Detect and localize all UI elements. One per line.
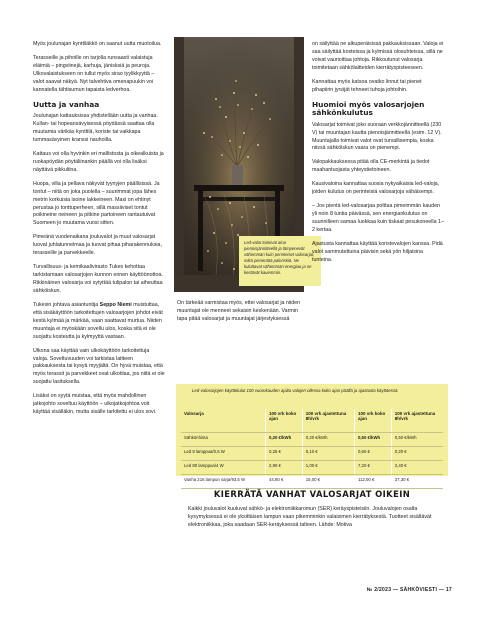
paragraph: Ajastusta kannattaa käyttää koristevalojen kanssa. Pidä valot sammutettuina päivisin sekä yön hiljaisina tunteina. [312, 240, 443, 263]
paragraph: Valosarjat toimivat joko suoraan verkkojännitteellä (230 V) tai muuntajan kautta pienoisjännitteellä (esim. 12 V). Muuntajalla toimivat valot ovat turvallisempia, koska niissä sähköiskun vaara on pienempi. [312, 121, 442, 152]
table-cell: 0,10 € [302, 447, 354, 461]
paragraph: Kausivaloina kannattaa suosia nykyaikaisia led-valoja, joiden kulutus on perinteisiä valosarjoja vähäisempi. [312, 181, 440, 196]
table-cell: 0,50 €/kWh [391, 433, 443, 447]
section-heading: Uutta ja vanhaa [33, 99, 100, 109]
page-footer: № 2/2023 — SÄHKÖVIESTI — 17 [366, 587, 452, 593]
paragraph-text: muistuttaa, että sisäkäyttöön tarkoitettujen valosarjojen johdot eivät kestä kylmää ja märkää, vaan saattavat murtua. Niiden muuntaja ei myöskään sovellu ulos, koska sitä ei ole suojattu kosteutta ja kylmyyttä vastaan. [33, 301, 163, 340]
table-header-cell: 100 vrk koko ajan [354, 409, 391, 433]
table-cell: 0,20 €/kWh [302, 433, 354, 447]
paragraph: Pimeänä vuodenaikana jouluvalot ja muut valosarjat luovat juhlatunnelmaa ja tuovat pihaa piharakennuksia, terasseille ja parvekkeelle. [33, 234, 162, 257]
paragraph: on säilyttää ne alkuperäisissä pakkauksissaan. Valoja ei saa säilyttää kosteissa ja kylmissä olosuhteissa, sillä ne voivat vaurioittaa johtoja. Rikkoutunut valosarja toimitetaan sähkölaitteiden kierrätyspisteeseen. [312, 41, 444, 71]
table-cell: 0,20 €/kWh [266, 433, 303, 447]
table-cell: 0,20 € [391, 447, 443, 461]
table-cell: 44,80 € [266, 475, 303, 489]
table-row [181, 433, 443, 447]
table-header-row [181, 409, 443, 433]
table-cell: 0,60 € [354, 447, 391, 461]
paragraph: Huopa, villa ja pellava näkyvät tyynyjen päällisissä. Ja tontut – niitä on joka puolella – suurimmat jopa lähes metrin korkuisia isoine lakkeineen. Maxi on ehtinyt perustaa jo tonttuperheen, sillä massiiviset tontut poikineine neineen ja pitkine partoineen rantautuivat Suomeen jo muutama vuosi sitten. [33, 180, 160, 227]
paragraph: Turvallisuus- ja kemikaalivirasto Tukes kehottaa tarkistamaan valosarjojen kunnon ennen käyttöönottoa. Rikkinäinen valosarja voi sytyttää tulipalon tai aiheuttaa sähköiskun. [33, 264, 163, 294]
table-row [181, 461, 443, 475]
paragraph: Kattaus voi olla hyvinkin eri mallistosta ja oikealkuista ja ruokapöydän pöytäliinankin päällä voi olla lisäksi näyttävä pikkuliina. [33, 150, 164, 173]
paragraph: Ulkona saa käyttää vain ulkokäyttöön tarkoitettuja valoja. Soveltuvuuden voi tarkistaa laitteen pakkauksesta tai kysyä myyjältä. On hyvä muistaa, että myös terassit ja parvekkeet ovat ulkotilaa, jos niitä ei ole suojattu lasituksella. [33, 347, 165, 386]
paragraph: Kannattaa myös katsoa ovatko linnut tai pienet pihapiirin jyrsijät tehneet tuhoja johtoihin. [312, 78, 422, 93]
middle-paragraph: On tärkeää varmistaa myös, ettei valosarjat ja niiden muuntajat ole menneet sekaisin keskenään. Varmin tapa pitää valosarjat ja muuntajat järjestyksessä [177, 300, 301, 322]
table-cell: Sähkönhinta [181, 433, 266, 447]
paragraph: Terasseille ja pihoille on tarjolla runsaasti valaistuja eläimiä – pingviinejä, karhuja, jänisksiä ja peuroja. Ulkovalaistukseen on tullut myös sirao tyylikkyyttä – valot saavat näkyä. Nyt talvehtiva omenapuukin voi kannatella tähtisumun tapaista ledverhoa. [33, 54, 155, 93]
section-heading: Huomioi myös valosarjojen sähkönkulutus [312, 99, 425, 118]
paragraph [33, 302, 166, 342]
table-header-cell: 100 vrk ajastettuna 8h/vrk [302, 409, 354, 433]
recycle-box-title: KIERRÄTÄ VANHAT VALOSARJAT OIKEIN [213, 489, 411, 499]
table-cell: 0,50 €/kWh [354, 433, 391, 447]
table-row [181, 447, 443, 461]
table-cell: 15,00 € [302, 475, 354, 489]
photo-caption: Led-valot toimivat aina pienoisjännitteellä ja lämpenevät vähemmän kuin perinteiset valosarjat, mikä pienentää paloriskiä. Ne kuluttavat vähemmän energiaa ja ne kestävät kauemmin. [244, 240, 315, 276]
left-column [33, 41, 166, 423]
paragraph: Valopakkauksessa pitää olla CE-merkintä ja tiedot maahantuojasta yhteystietoineen. [312, 159, 430, 174]
recycle-box-text: Kaikki jouluvalot kuuluvat sähkö- ja elektroniikkaromun (SER) keräyspisteisiin. Jouluvalojen osalta kysymyksessä ei ole yksittäisen lampun vaan pikemminkin valaisimen kierrätyksestä. Tuotteet sisältävät elektroniikkaa, joka saadaan SER-keräyksessä talteen. Lähde: Motiva [188, 506, 432, 528]
table-cell: 1,00 € [302, 461, 354, 475]
paragraph: Myös joulunajan kynttiläkkö on saanut uutta muotoilua. [33, 41, 162, 47]
table-cell: Led 8 lamppua/0,5 W [181, 447, 266, 461]
paragraph: Joulunajan kattauksissa yhdistellään uutta ja vanhaa. Kullan- tai hopeansävyisessä pöydässä saattaa olla muutamia värikäs kynttilä, koriste tai vaikkapa tummasävyinen kranssi nauhoilla. [33, 113, 158, 143]
paragraph: Lisäksi on syytä muistaa, että myös mahdollinen jatkojohto soveltuu käyttöön – ulkojatkojohtoa voit käyttää sisälläkin, mutta sisälle tarkitettu ei ulos sovi. [33, 393, 157, 416]
table-cell: Led 80 lamppua/4 W [181, 461, 266, 475]
table-header-cell: Valosarja [181, 409, 266, 433]
table-header-cell: 100 vrk ajastettuna 8h/vrk [391, 409, 443, 433]
table-header-cell: 100 vrk koko ajan [266, 409, 303, 433]
paragraph: – Jos pientä led-valosarjaa polttaa pimeimmän kauden yli noin 8 tuntia päivässä, sen energiankulutus on suunnilleen samaa luokkaa kuin tiskaat pesukoneella 1–2 kertaa. [312, 203, 444, 233]
table-cell: Vanha 216 lampun sarja/93,5 W [181, 475, 266, 489]
paragraph-text: Tukesin johtava asiantuntija [33, 301, 100, 308]
table-cell: 7,20 € [354, 461, 391, 475]
table-cell: 112,00 € [354, 475, 391, 489]
table-cell: 2,90 € [266, 461, 303, 475]
table-cell: 0,25 € [266, 447, 303, 461]
expert-name: Seppo Niemi [99, 301, 132, 308]
table-cell: 2,40 € [391, 461, 443, 475]
table-row [181, 475, 443, 489]
table-caption: Led-valosarjojen käyttökulut 100 vuorokauden ajalta valojen ollessa koko ajan päällä ja ajastusta käyttäessä. [192, 388, 399, 393]
table-cell: 37,30 € [391, 475, 443, 489]
cost-table [181, 409, 443, 489]
right-column [312, 41, 444, 271]
